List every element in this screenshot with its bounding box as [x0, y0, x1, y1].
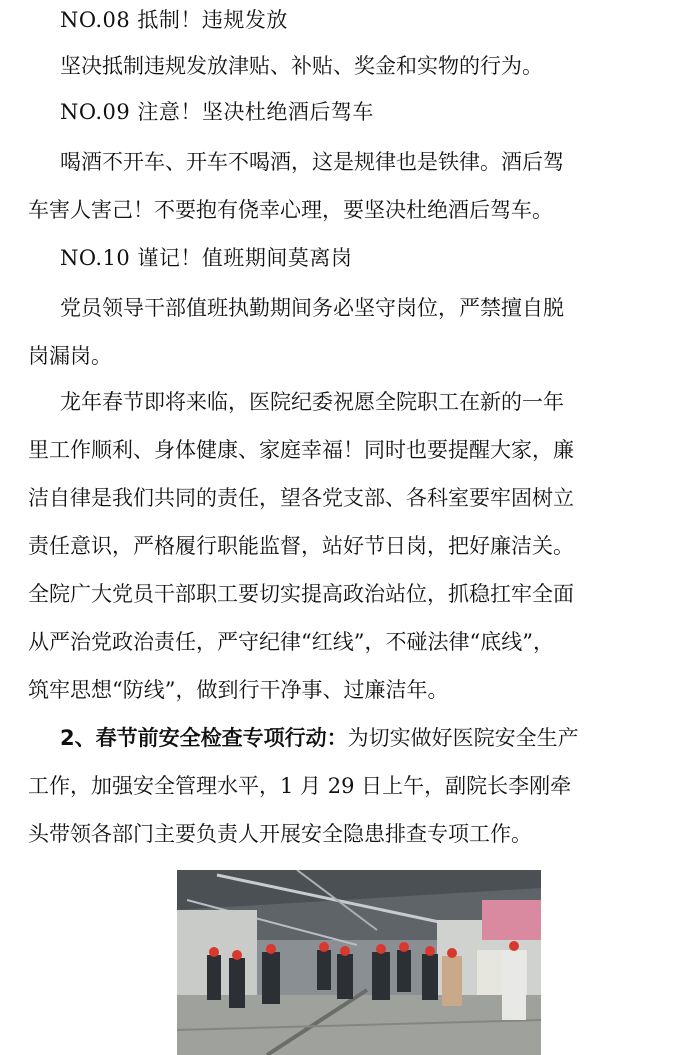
section-heading-10: NO.10 谨记！值班期间莫离岗 [60, 246, 353, 270]
closing-line-1: 龙年春节即将来临，医院纪委祝愿全院职工在新的一年 [60, 390, 564, 414]
closing-line-6: 从严治党政治责任，严守纪律“红线”，不碰法律“底线”， [28, 630, 554, 654]
item2-line-2: 工作，加强安全管理水平，1 月 29 日上午，副院长李刚牵 [28, 774, 572, 798]
closing-line-7: 筑牢思想“防线”，做到行干净事、过廉洁年。 [28, 678, 449, 702]
safety-inspection-photo [177, 870, 541, 1055]
section-heading-08: NO.08 抵制！违规发放 [60, 8, 288, 32]
section-body-09-line1: 喝酒不开车、开车不喝酒，这是规律也是铁律。酒后驾 [60, 150, 564, 174]
item2-line-3: 头带领各部门主要负责人开展安全隐患排查专项工作。 [28, 822, 532, 846]
section-body-10-line1: 党员领导干部值班执勤期间务必坚守岗位，严禁擅自脱 [60, 296, 564, 320]
closing-line-4: 责任意识，严格履行职能监督，站好节日岗，把好廉洁关。 [28, 534, 574, 558]
item2-first-line-rest: 为切实做好医院安全生产 [347, 726, 579, 750]
closing-line-5: 全院广大党员干部职工要切实提高政治站位，抓稳扛牢全面 [28, 582, 574, 606]
item2-first-line [60, 718, 676, 759]
item2-title: 2、春节前安全检查专项行动： [60, 726, 348, 750]
inspection-photo-drawing [177, 870, 541, 1055]
closing-line-3: 洁自律是我们共同的责任，望各党支部、各科室要牢固树立 [28, 486, 574, 510]
section-heading-09: NO.09 注意！坚决杜绝酒后驾车 [60, 100, 374, 124]
section-body-08: 坚决抵制违规发放津贴、补贴、奖金和实物的行为。 [60, 54, 543, 78]
section-body-09-line2: 车害人害己！不要抱有侥幸心理，要坚决杜绝酒后驾车。 [28, 198, 553, 222]
closing-line-2: 里工作顺利、身体健康、家庭幸福！同时也要提醒大家，廉 [28, 438, 574, 462]
section-body-10-line2: 岗漏岗。 [28, 344, 112, 368]
